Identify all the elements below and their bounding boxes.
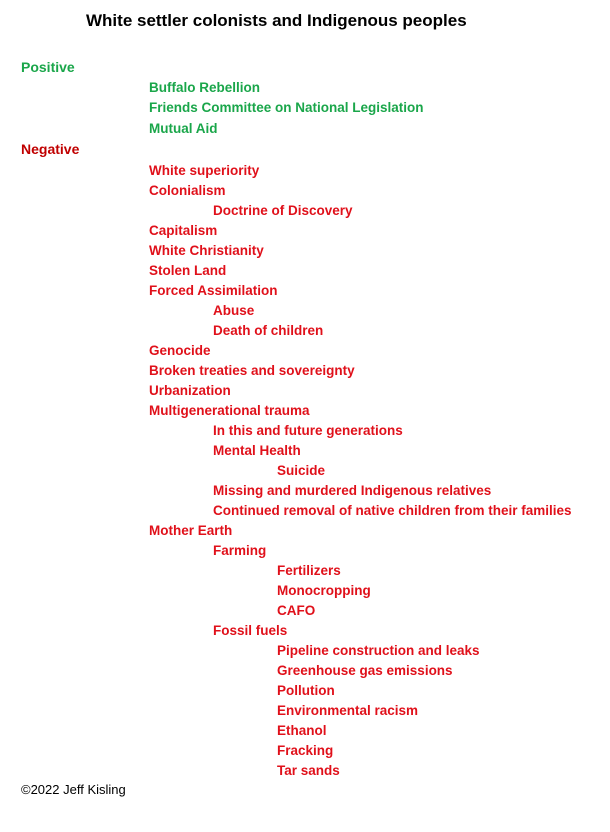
negative-item-level-3: Greenhouse gas emissions <box>277 663 453 678</box>
negative-item-level-1: White Christianity <box>149 243 264 258</box>
negative-item-level-1: Colonialism <box>149 183 226 198</box>
positive-item: Mutual Aid <box>149 121 218 136</box>
negative-item-level-3: Fracking <box>277 743 334 758</box>
negative-item-level-3: Pollution <box>277 683 335 698</box>
negative-item-level-3: Ethanol <box>277 723 327 738</box>
negative-item-level-1: Multigenerational trauma <box>149 403 310 418</box>
negative-item-level-2: Doctrine of Discovery <box>213 203 353 218</box>
negative-item-level-3: Tar sands <box>277 763 340 778</box>
negative-item-level-1: Stolen Land <box>149 263 227 278</box>
negative-item-level-1: White superiority <box>149 163 260 178</box>
negative-item-level-1: Genocide <box>149 343 211 358</box>
negative-item-level-3: Pipeline construction and leaks <box>277 643 480 658</box>
negative-item-level-1: Forced Assimilation <box>149 283 278 298</box>
copyright-footer: ©2022 Jeff Kisling <box>21 782 126 797</box>
negative-item-level-2: Fossil fuels <box>213 623 288 638</box>
negative-item-level-2: Missing and murdered Indigenous relatives <box>213 483 492 498</box>
negative-item-level-1: Capitalism <box>149 223 218 238</box>
negative-item-level-1: Urbanization <box>149 383 231 398</box>
page-title: White settler colonists and Indigenous peoples <box>86 11 467 30</box>
negative-heading: Negative <box>21 141 80 157</box>
negative-item-level-2: Mental Health <box>213 443 301 458</box>
negative-item-level-3: Monocropping <box>277 583 371 598</box>
negative-item-level-2: Abuse <box>213 303 255 318</box>
positive-item: Friends Committee on National Legislation <box>149 100 424 115</box>
negative-item-level-3: Environmental racism <box>277 703 419 718</box>
negative-item-level-1: Mother Earth <box>149 523 233 538</box>
negative-item-level-2: Death of children <box>213 323 324 338</box>
negative-item-level-3: Fertilizers <box>277 563 341 578</box>
negative-item-level-3: Suicide <box>277 463 326 478</box>
negative-item-level-2: Farming <box>213 543 267 558</box>
negative-item-level-2: Continued removal of native children from their families <box>213 503 572 518</box>
negative-item-level-2: In this and future generations <box>213 423 403 438</box>
positive-heading: Positive <box>21 59 75 75</box>
negative-item-level-3: CAFO <box>277 603 316 618</box>
positive-item: Buffalo Rebellion <box>149 80 260 95</box>
negative-item-level-1: Broken treaties and sovereignty <box>149 363 355 378</box>
